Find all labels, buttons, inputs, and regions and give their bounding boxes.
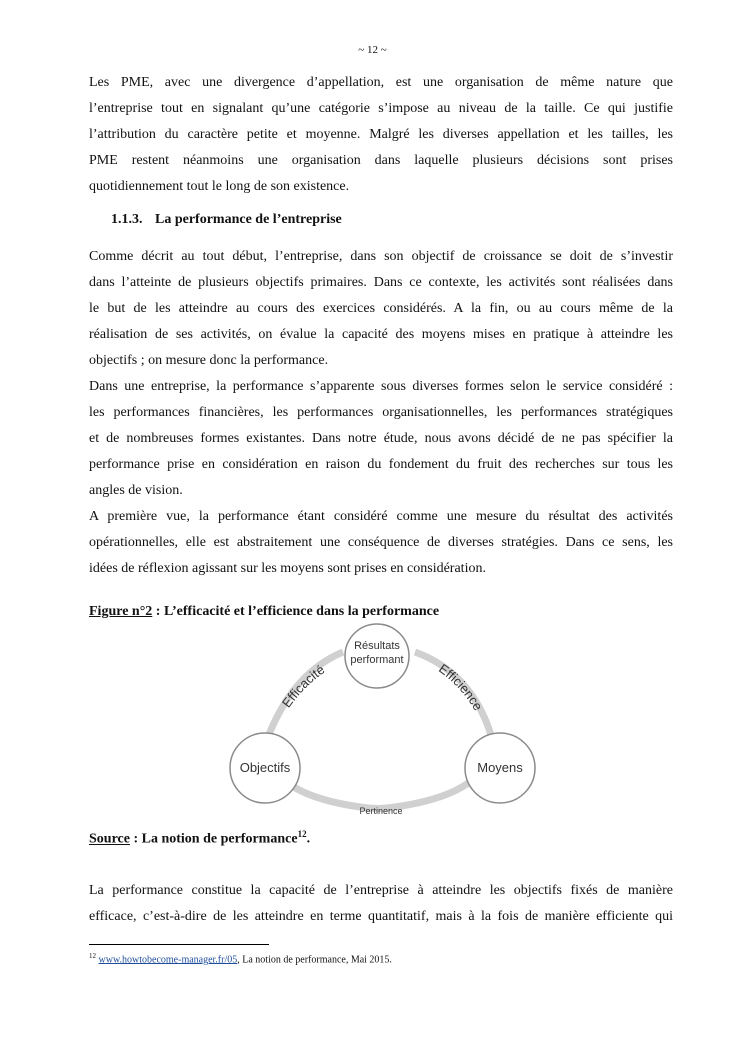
- text-line: réalisation de ses activités, on évalue la capacité des moyens mises en pratique à atteindre les: [89, 327, 673, 342]
- text-line: performance prise en considération en raison du fondement du fruit des recherches sur tous les: [89, 457, 673, 472]
- footnote-ref: 12: [297, 829, 307, 839]
- text-line: angles de vision.: [89, 483, 183, 498]
- node-label: Moyens: [477, 760, 523, 775]
- node-label: Objectifs: [239, 760, 291, 775]
- paragraph-pme: [89, 70, 673, 200]
- section-number: 1.1.3.: [111, 212, 143, 227]
- text-line: La performance constitue la capacité de l’entreprise à atteindre les objectifs fixés de manière: [89, 883, 673, 898]
- paragraph-capacite: [89, 878, 673, 930]
- footnote-text: , La notion de performance, Mai 2015.: [237, 954, 392, 966]
- text-line: Comme décrit au tout début, l’entreprise, dans son objectif de croissance se doit de s’investir: [89, 249, 673, 264]
- footnote-rule: [89, 944, 269, 945]
- performance-diagram: [215, 622, 540, 820]
- text-line: objectifs ; on mesure donc la performance.: [89, 353, 329, 368]
- arc-label-pertinence: Pertinence: [359, 806, 403, 816]
- footnote-number: 12: [89, 952, 96, 960]
- text-line: efficace, c’est-à-dire de les atteindre en terme quantitatif, mais à la fois de manière efficiente qui: [89, 909, 673, 924]
- footnote-link[interactable]: www.howtobecome-manager.fr/05: [98, 954, 238, 966]
- page-number: ~ 12 ~: [358, 44, 387, 56]
- figure-caption: [89, 604, 439, 620]
- text-line: le but de les atteindre au cours des exercices considérés. A la fin, ou au cours même de la: [89, 301, 673, 316]
- figure-label: Figure n°2: [89, 604, 153, 619]
- text-line: l’attribution du caractère petite et moyenne. Malgré les diverses appellation et les tailles, les: [89, 127, 673, 142]
- text-line: idées de réflexion agissant sur les moyens sont prises en considération.: [89, 561, 486, 576]
- source-label: Source: [89, 831, 130, 847]
- footnote: [89, 952, 392, 965]
- text-line: et de nombreuses formes existantes. Dans notre étude, nous avons décidé de ne pas spécifier la: [89, 431, 673, 446]
- node-label: Résultats: [354, 640, 400, 652]
- arc-label-efficience: Efficience: [436, 660, 486, 714]
- arc-label-efficacite: Efficacité: [278, 661, 328, 711]
- paragraph-objectifs: [89, 244, 673, 582]
- text-line: Les PME, avec une divergence d’appellation, est une organisation de même nature que: [89, 75, 673, 90]
- source-caption: [89, 829, 310, 848]
- text-line: opérationnelles, elle est abstraitement une conséquence de diverses stratégies. Dans ce sens, les: [89, 535, 673, 550]
- source-end: .: [306, 831, 311, 847]
- text-line: A première vue, la performance étant considéré comme une mesure du résultat des activités: [89, 509, 673, 524]
- text-line: PME restent néanmoins une organisation dans laquelle plusieurs décisions sont prises: [89, 153, 673, 168]
- text-line: quotidiennement tout le long de son existence.: [89, 179, 350, 194]
- text-line: Dans une entreprise, la performance s’apparente sous diverses formes selon le service considéré :: [89, 379, 673, 394]
- text-line: les performances financières, les performances organisationnelles, les performances stratégiques: [89, 405, 673, 420]
- section-title: La performance de l’entreprise: [155, 212, 342, 227]
- text-line: dans l’atteinte de plusieurs objectifs primaires. Dans ce contexte, les activités sont réalisées dans: [89, 275, 673, 290]
- figure-title: : L’efficacité et l’efficience dans la performance: [152, 604, 440, 619]
- text-line: l’entreprise tout en signalant qu’une catégorie s’impose au niveau de la taille. Ce qui justifie: [89, 101, 673, 116]
- node-label: performant: [350, 654, 404, 666]
- source-text: : La notion de performance: [129, 831, 298, 847]
- section-heading: [111, 212, 342, 228]
